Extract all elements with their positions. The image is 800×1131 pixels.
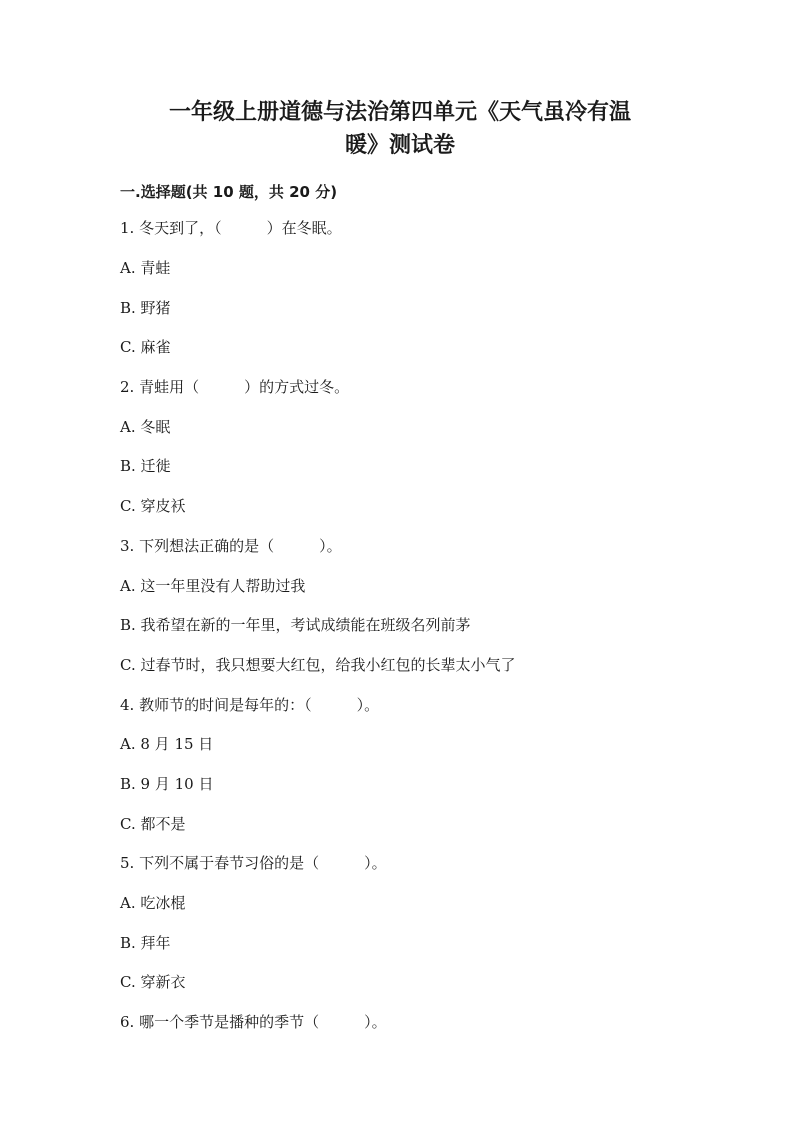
question-6-stem: 6. 哪一个季节是播种的季节（ ）。 bbox=[120, 1013, 387, 1031]
question-5-stem: 5. 下列不属于春节习俗的是（ ）。 bbox=[120, 854, 387, 872]
question-2-option-c: C. 穿皮袄 bbox=[120, 497, 186, 515]
question-5-option-a: A. 吃冰棍 bbox=[120, 894, 186, 912]
question-5-option-c: C. 穿新衣 bbox=[120, 973, 186, 991]
question-2-option-b: B. 迁徙 bbox=[120, 457, 171, 475]
question-1-stem: 1. 冬天到了，（ ）在冬眠。 bbox=[120, 219, 342, 237]
page-title-line-1: 一年级上册道德与法治第四单元《天气虽冷有温 bbox=[168, 100, 631, 125]
question-1-option-b: B. 野猪 bbox=[120, 299, 171, 317]
page-title-line-2: 暖》测试卷 bbox=[344, 133, 455, 158]
question-1-option-a: A. 青蛙 bbox=[120, 259, 171, 277]
question-4-option-a: A. 8 月 15 日 bbox=[120, 735, 214, 753]
question-3-option-a: A. 这一年里没有人帮助过我 bbox=[120, 577, 306, 595]
question-3-stem: 3. 下列想法正确的是（ ）。 bbox=[120, 537, 342, 555]
question-4-stem: 4. 教师节的时间是每年的：（ ）。 bbox=[120, 696, 380, 714]
question-2-option-a: A. 冬眠 bbox=[120, 418, 171, 436]
question-2-stem: 2. 青蛙用（ ）的方式过冬。 bbox=[120, 378, 350, 396]
question-3-option-c: C. 过春节时，我只想要大红包，给我小红包的长辈太小气了 bbox=[120, 656, 516, 674]
question-4-option-b: B. 9 月 10 日 bbox=[120, 775, 214, 793]
question-5-option-b: B. 拜年 bbox=[120, 934, 171, 952]
question-1-option-c: C. 麻雀 bbox=[120, 338, 171, 356]
question-4-option-c: C. 都不是 bbox=[120, 815, 186, 833]
question-3-option-b: B. 我希望在新的一年里，考试成绩能在班级名列前茅 bbox=[120, 616, 471, 634]
section-heading: 一.选择题(共 10 题，共 20 分) bbox=[120, 183, 338, 201]
